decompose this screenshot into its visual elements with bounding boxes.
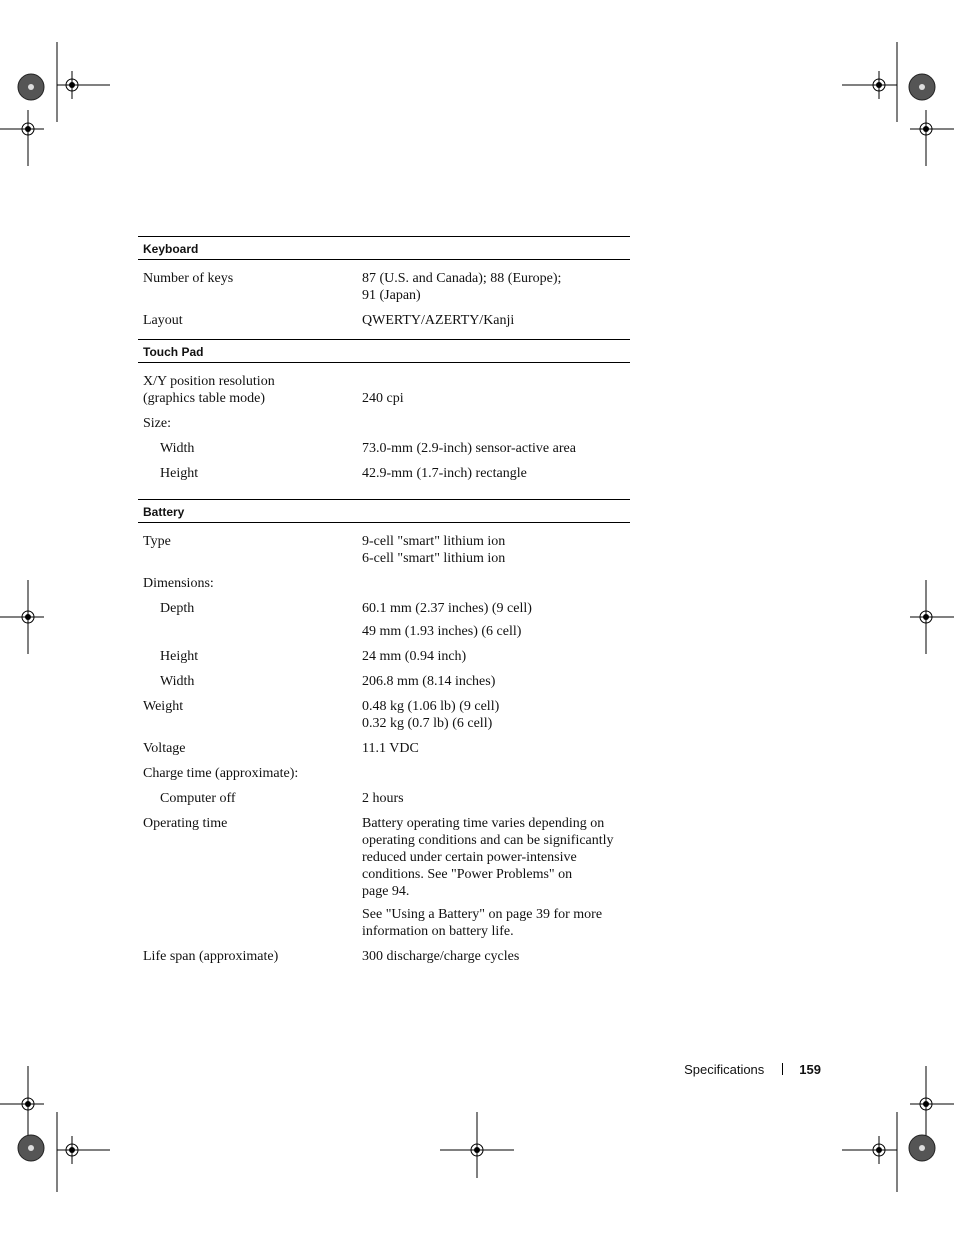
spec-row <box>138 698 630 732</box>
spec-row <box>138 648 630 665</box>
spec-value: 2 hours <box>362 791 404 806</box>
spec-value <box>362 765 630 782</box>
spec-label: Computer off <box>160 791 236 806</box>
spec-label: Width <box>160 441 195 456</box>
spec-row <box>138 673 630 690</box>
spec-label: Dimensions: <box>143 576 214 591</box>
page-number: 159 <box>799 1062 821 1077</box>
spec-row <box>138 600 630 617</box>
spec-label <box>138 906 362 940</box>
spec-value: 11.1 VDC <box>362 741 419 756</box>
spec-value <box>362 415 630 432</box>
spec-value: 300 discharge/charge cycles <box>362 949 520 964</box>
spec-value: 73.0-mm (2.9-inch) sensor-active area <box>362 441 576 456</box>
spec-row <box>138 533 630 567</box>
spec-label: Weight <box>143 699 184 714</box>
spec-value: 87 (U.S. and Canada); 88 (Europe); 91 (Japan) <box>362 271 562 303</box>
spec-row <box>138 575 630 592</box>
spec-label: Number of keys <box>143 271 234 286</box>
spec-value: See "Using a Battery" on page 39 for more information on battery life. <box>362 907 603 939</box>
spec-value: 0.48 kg (1.06 lb) (9 cell) 0.32 kg (0.7 lb) (6 cell) <box>362 699 500 731</box>
spec-row <box>138 312 630 329</box>
spec-row <box>138 270 630 304</box>
spec-label: Layout <box>143 313 183 328</box>
spec-label: X/Y position resolution (graphics table mode) <box>143 374 275 406</box>
section-header-touch-pad: Touch Pad <box>138 339 630 363</box>
spec-row <box>138 790 630 807</box>
spec-value: Battery operating time varies depending on operating conditions and can be significantly reduced under certain power-intensive conditions. See "Power Problems" on page 94. <box>362 816 614 899</box>
spec-row <box>138 373 630 407</box>
spec-row <box>138 906 630 940</box>
spec-label: Size: <box>143 416 171 431</box>
spec-value: 206.8 mm (8.14 inches) <box>362 674 496 689</box>
spec-row <box>138 740 630 757</box>
spec-label: Life span (approximate) <box>143 949 279 964</box>
spec-row <box>138 623 630 640</box>
section-header-keyboard: Keyboard <box>138 236 630 260</box>
spec-label: Width <box>160 674 195 689</box>
spec-label <box>138 623 362 640</box>
spec-value: QWERTY/AZERTY/Kanji <box>362 313 515 328</box>
spec-row <box>138 765 630 782</box>
page-footer <box>600 1061 821 1079</box>
spec-value: 49 mm (1.93 inches) (6 cell) <box>362 624 522 639</box>
spec-label: Charge time (approximate): <box>143 766 299 781</box>
spec-value: 9-cell "smart" lithium ion 6-cell "smart" lithium ion <box>362 534 506 566</box>
spec-value: 60.1 mm (2.37 inches) (9 cell) <box>362 601 532 616</box>
spec-label: Height <box>160 466 199 481</box>
specifications-table <box>138 236 630 965</box>
spec-value: 240 cpi <box>362 391 404 406</box>
spec-label: Depth <box>160 601 195 616</box>
footer-section-title: Specifications <box>684 1062 765 1077</box>
spec-row <box>138 948 630 965</box>
spec-label: Operating time <box>143 816 228 831</box>
spec-row <box>138 415 630 432</box>
spec-value: 24 mm (0.94 inch) <box>362 649 467 664</box>
spec-row <box>138 465 630 482</box>
spec-row <box>138 815 630 900</box>
section-header-battery: Battery <box>138 499 630 523</box>
spec-label: Voltage <box>143 741 186 756</box>
spec-row <box>138 440 630 457</box>
spec-label: Type <box>143 534 171 549</box>
footer-separator <box>782 1063 783 1075</box>
spec-value <box>362 575 630 592</box>
spec-label: Height <box>160 649 199 664</box>
spec-value: 42.9-mm (1.7-inch) rectangle <box>362 466 527 481</box>
